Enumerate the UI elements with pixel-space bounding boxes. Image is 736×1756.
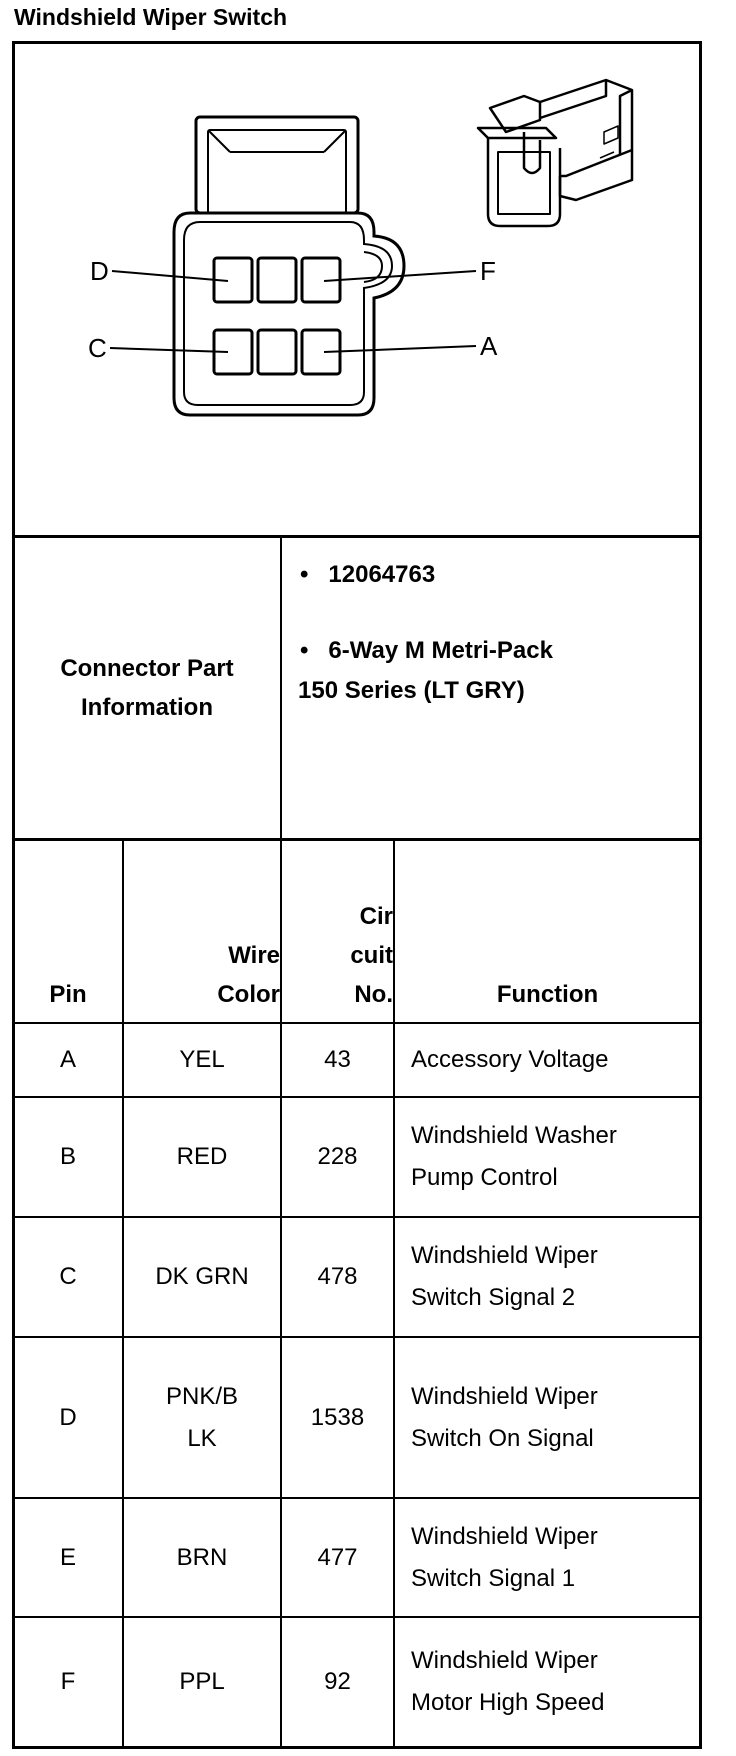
wire-color-cell: RED [176,1143,228,1170]
connector-info-details [300,555,690,711]
connector-description-item: • 6-Way M Metri-Pack [300,637,553,664]
circuit-cell: 477 [317,1543,358,1571]
wire-color-cell: YEL [179,1046,225,1073]
part-number-item: • 12064763 [300,561,436,588]
header-wire-color-line1: Wire [228,942,280,969]
wire-color-cell: BRN [176,1543,228,1571]
part-number: 12064763 [328,561,436,588]
connector-isometric-drawing [478,80,632,226]
wire-color-cell: DK GRN [155,1263,249,1290]
pin-cell: A [59,1046,76,1073]
header-circuit-line3: No. [354,981,393,1008]
pin-leader-lines [110,271,476,352]
connector-description-line1: 6-Way M Metri-Pack [328,637,553,664]
function-line1: Windshield Washer [411,1122,617,1149]
header-pin [14,840,122,1022]
header-function [395,840,700,1022]
pin-label-d: D [90,256,109,286]
connector-diagram [14,44,700,535]
header-circuit-line2: cuit [350,942,393,969]
circuit-cell: 228 [317,1143,358,1170]
wire-color-cell [124,1338,280,1497]
function-cell [395,1499,700,1616]
connector-info-label [14,538,280,838]
function-cell [395,1338,700,1497]
connector-face-drawing [174,117,404,415]
header-function-text: Function [496,981,599,1008]
pin-cavities [214,258,340,374]
function-line2: Switch Signal 2 [411,1284,576,1311]
header-circuit-line1: Cir [359,903,393,930]
pin-cell: D [59,1403,77,1431]
pin-cell: E [59,1543,76,1571]
connector-info-label-line1: Connector Part [60,655,234,682]
circuit-cell: 92 [324,1668,351,1695]
function-line2: Motor High Speed [411,1689,605,1716]
function-line1: Windshield Wiper [411,1242,598,1269]
header-wire-color [124,840,280,1022]
pin-cell: C [59,1263,77,1290]
header-wire-color-line2: Color [217,981,280,1008]
header-circuit-no [282,840,393,1022]
function-line1: Windshield Wiper [411,1382,598,1410]
function-cell [395,1618,700,1746]
header-pin-text: Pin [49,981,87,1008]
function-cell: Accessory Voltage [411,1046,609,1073]
circuit-cell: 43 [324,1046,351,1073]
connector-description-line2: 150 Series (LT GRY) [298,677,525,704]
circuit-cell: 1538 [310,1403,365,1431]
function-cell [395,1098,700,1216]
page-title: Windshield Wiper Switch [14,4,288,30]
wire-color-cell: PPL [179,1668,225,1695]
wire-color-line2: LK [187,1424,217,1452]
connector-info-label-line2: Information [81,694,213,721]
circuit-cell: 478 [317,1263,358,1290]
function-line2: Pump Control [411,1164,558,1191]
function-line2: Switch Signal 1 [411,1564,576,1592]
function-line2: Switch On Signal [411,1424,594,1452]
pin-label-a: A [480,331,498,361]
function-line1: Windshield Wiper [411,1522,598,1550]
function-cell [395,1218,700,1336]
wire-color-line1: PNK/B [165,1382,239,1410]
pin-label-c: C [88,333,107,363]
pin-cell: B [59,1143,76,1170]
function-line1: Windshield Wiper [411,1647,598,1674]
pin-cell: F [60,1668,76,1695]
pin-label-f: F [480,256,496,286]
